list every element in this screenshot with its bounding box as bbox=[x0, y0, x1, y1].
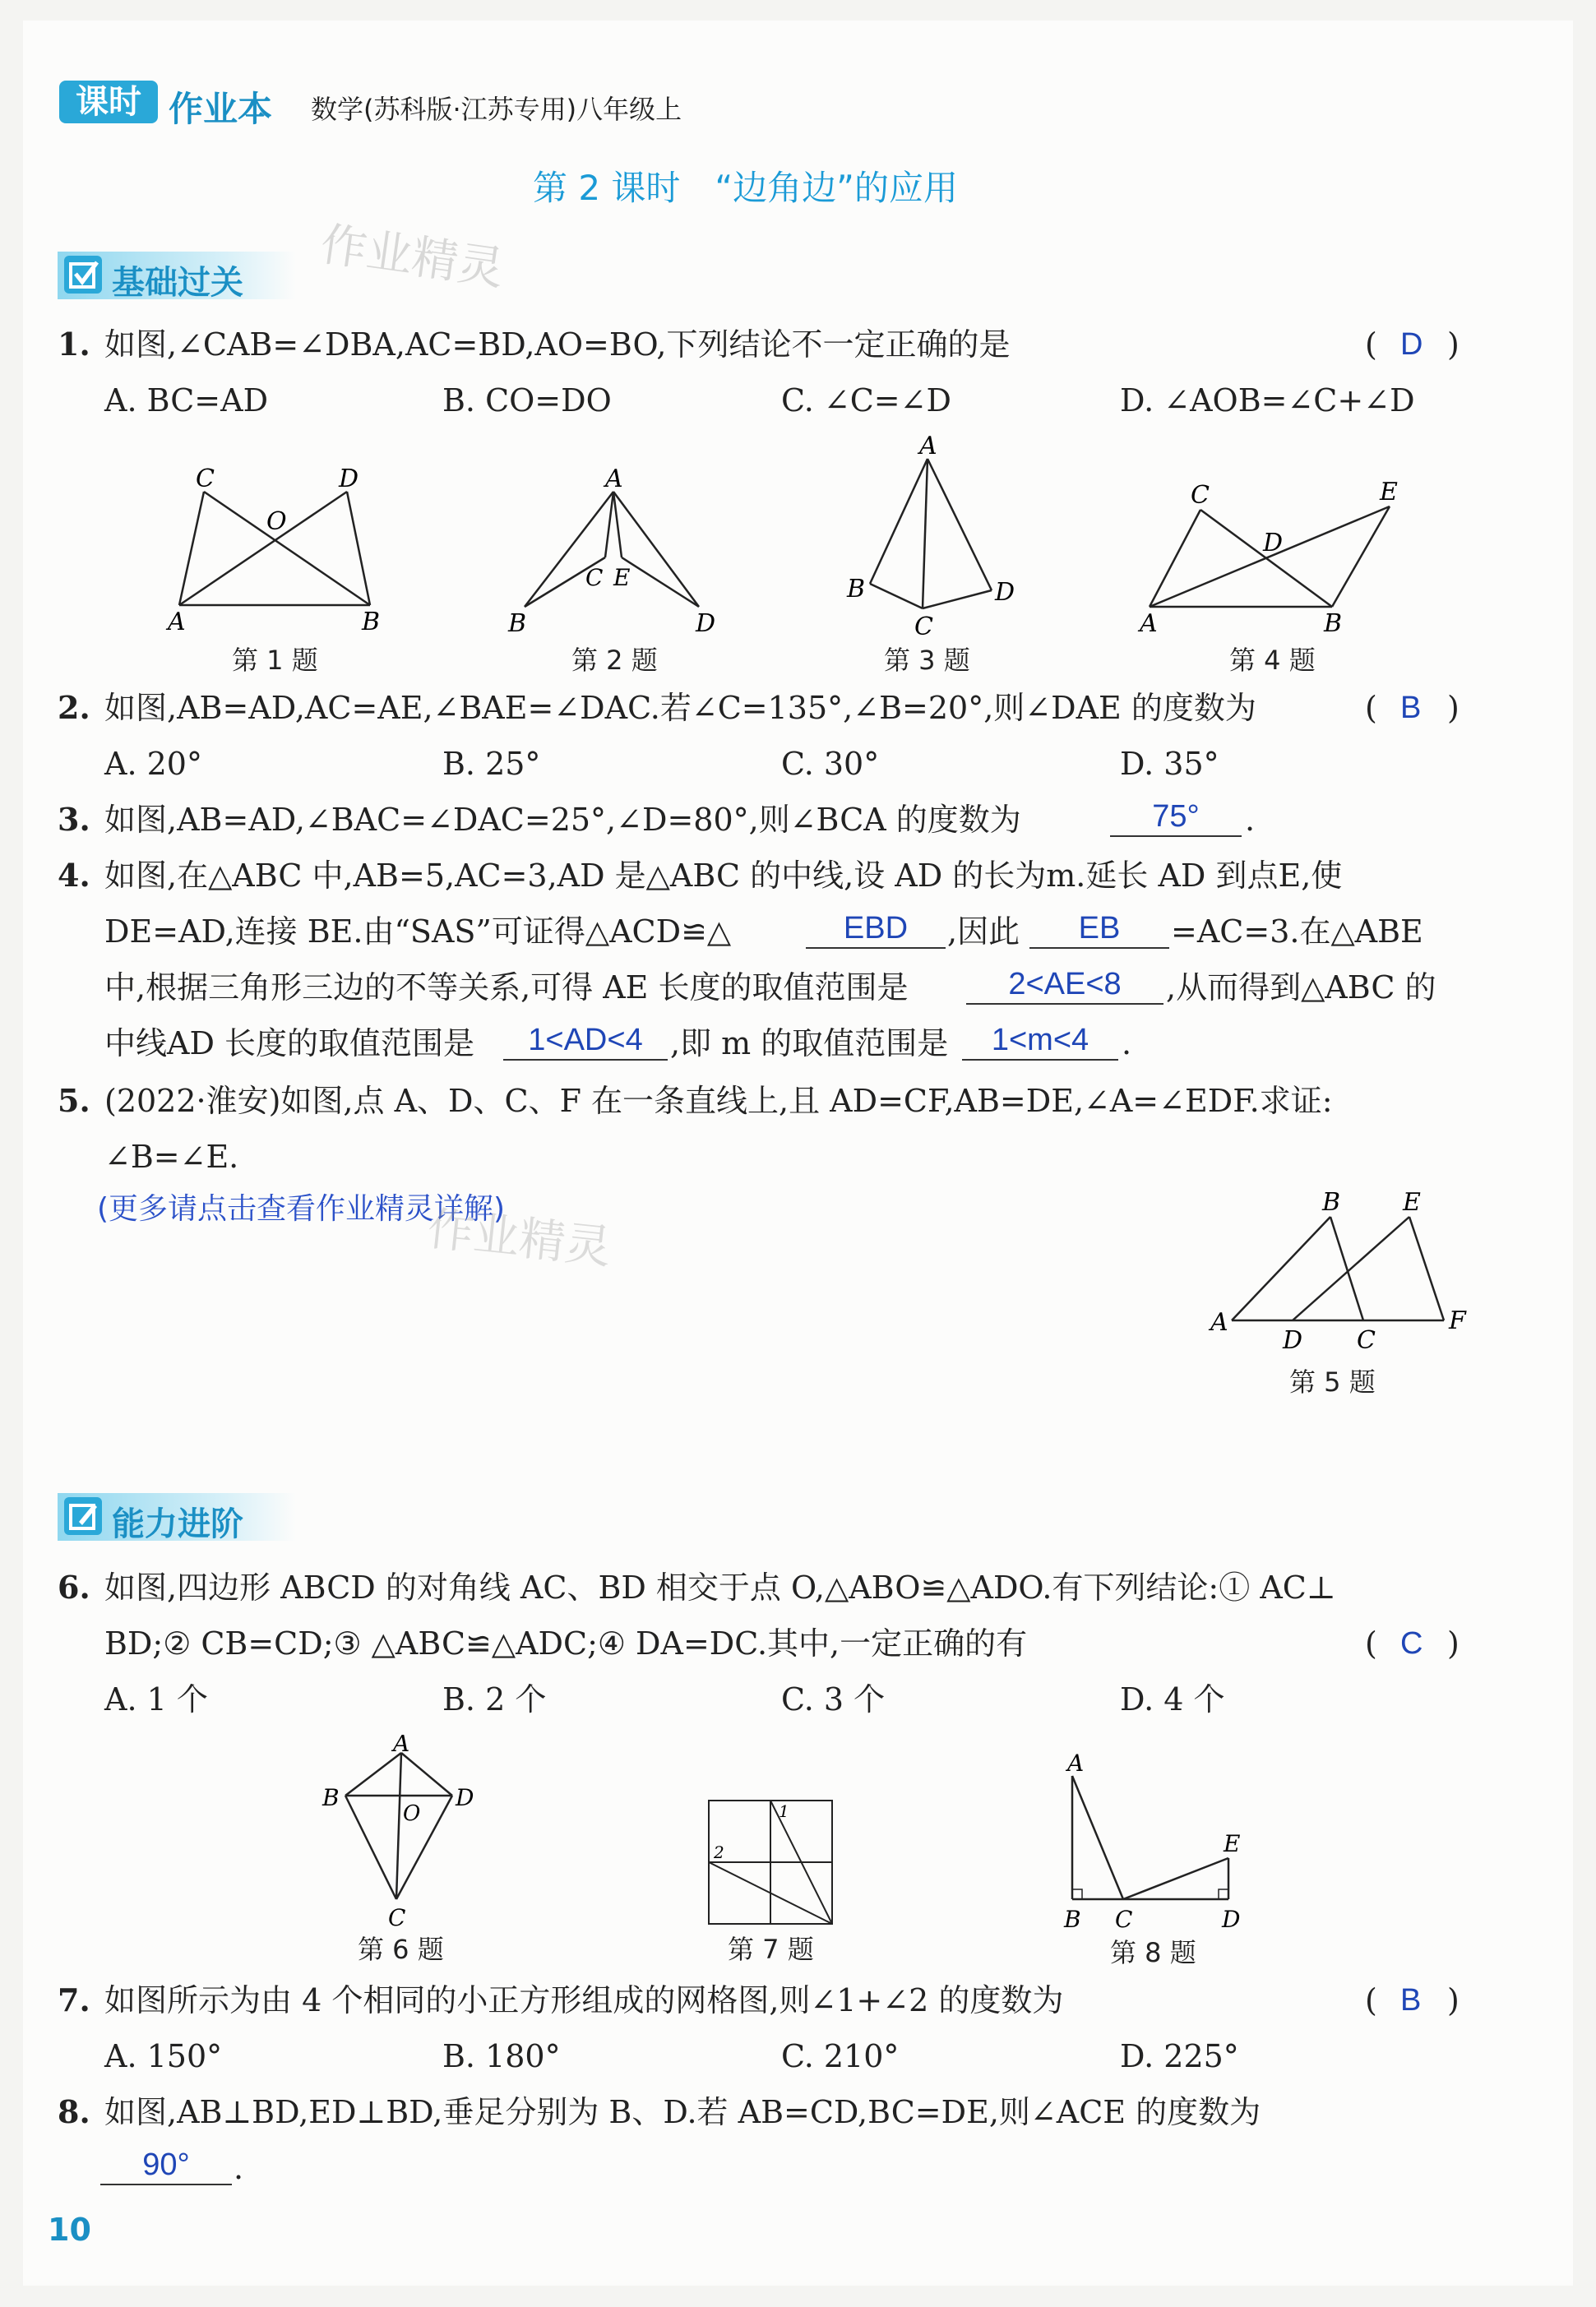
q3-number: 3. bbox=[58, 801, 90, 838]
pencil-icon bbox=[64, 1497, 102, 1535]
q1-option-a: A. BC=AD bbox=[104, 382, 269, 418]
figure-4 bbox=[1135, 460, 1414, 641]
q6-paren-open: ( bbox=[1365, 1625, 1377, 1662]
q8-answer: 90° bbox=[142, 2147, 190, 2182]
q7-paren-close: ) bbox=[1447, 1982, 1460, 2018]
figure-7-caption: 第 7 题 bbox=[728, 1934, 814, 1965]
svg-text:B: B bbox=[1064, 1906, 1081, 1932]
figure-8-caption: 第 8 题 bbox=[1110, 1937, 1196, 1968]
q2-option-a: A. 20° bbox=[104, 746, 202, 782]
svg-text:A: A bbox=[919, 436, 937, 460]
section-basic-badge bbox=[58, 252, 296, 302]
q3-answer-blank bbox=[1110, 799, 1242, 837]
q4-number: 4. bbox=[58, 857, 90, 894]
svg-text:C: C bbox=[388, 1904, 406, 1931]
section-basic-label: 基础过关 bbox=[112, 264, 243, 302]
q8-period: . bbox=[234, 2150, 244, 2186]
svg-text:A: A bbox=[168, 608, 186, 636]
q4-blank-1 bbox=[806, 911, 946, 949]
svg-text:C: C bbox=[196, 465, 215, 493]
figure-8 bbox=[1061, 1751, 1266, 1932]
q1-answer: D bbox=[1400, 327, 1423, 362]
q2-number: 2. bbox=[58, 689, 90, 726]
svg-text:B: B bbox=[322, 1784, 340, 1811]
figure-5 bbox=[1200, 1184, 1472, 1365]
q2-text: 如图,AB=AD,AC=AE,∠BAE=∠DAC.若∠C=135°,∠B=20°,则∠DAE 的度数为 bbox=[104, 690, 1256, 726]
q1-option-d: D. ∠AOB=∠C+∠D bbox=[1120, 382, 1415, 418]
q4-line4b: ,即 m 的取值范围是 bbox=[670, 1025, 949, 1061]
svg-text:B: B bbox=[362, 608, 381, 636]
q1-text: 如图,∠CAB=∠DBA,AC=BD,AO=BO,下列结论不一定正确的是 bbox=[104, 326, 1011, 363]
svg-text:C: C bbox=[1191, 481, 1210, 510]
q1-number: 1. bbox=[58, 326, 90, 363]
figure-1-caption: 第 1 题 bbox=[232, 645, 318, 676]
svg-text:B: B bbox=[1324, 609, 1343, 638]
q6-paren-close: ) bbox=[1447, 1625, 1460, 1662]
svg-text:D: D bbox=[696, 609, 716, 638]
q4-answer-2: EB bbox=[1078, 911, 1121, 945]
svg-text:E: E bbox=[1380, 478, 1398, 506]
q2-option-b: B. 25° bbox=[442, 746, 541, 782]
q3-period: . bbox=[1245, 802, 1256, 838]
section-advanced-label: 能力进阶 bbox=[112, 1505, 243, 1543]
q4-line1: 如图,在△ABC 中,AB=5,AC=3,AD 是△ABC 的中线,设 AD 的长为m.延长 AD 到点E,使 bbox=[104, 858, 1343, 894]
svg-text:D: D bbox=[1263, 529, 1284, 557]
q6-option-b: B. 2 个 bbox=[442, 1681, 547, 1718]
q6-option-a: A. 1 个 bbox=[104, 1681, 208, 1718]
book-title: 数学(苏科版·江苏专用)八年级上 bbox=[311, 94, 682, 125]
svg-text:D: D bbox=[995, 578, 1015, 607]
svg-text:C: C bbox=[1115, 1906, 1133, 1932]
q2-paren-open: ( bbox=[1365, 690, 1377, 726]
svg-text:A: A bbox=[1140, 609, 1158, 638]
q7-text: 如图所示为由 4 个相同的小正方形组成的网格图,则∠1+∠2 的度数为 bbox=[104, 1982, 1064, 2018]
figure-6-caption: 第 6 题 bbox=[358, 1934, 444, 1965]
svg-text:B: B bbox=[847, 575, 866, 603]
q4-line4a: 中线AD 长度的取值范围是 bbox=[104, 1025, 474, 1061]
q4-blank-4 bbox=[503, 1023, 668, 1061]
q8-text: 如图,AB⊥BD,ED⊥BD,垂足分别为 B、D.若 AB=CD,BC=DE,则∠ACE 的度数为 bbox=[104, 2094, 1261, 2130]
svg-text:C: C bbox=[585, 564, 604, 591]
figure-3-caption: 第 3 题 bbox=[884, 645, 970, 676]
q4-blank-5 bbox=[962, 1023, 1118, 1061]
figure-5-caption: 第 5 题 bbox=[1289, 1366, 1376, 1398]
q6-line2: BD;② CB=CD;③ △ABC≌△ADC;④ DA=DC.其中,一定正确的有 bbox=[104, 1625, 1028, 1662]
svg-text:A: A bbox=[1210, 1308, 1228, 1337]
q6-line1: 如图,四边形 ABCD 的对角线 AC、BD 相交于点 O,△ABO≌△ADO.有下列结论:① AC⊥ bbox=[104, 1570, 1336, 1606]
figure-4-caption: 第 4 题 bbox=[1229, 645, 1316, 676]
section-advanced-badge bbox=[58, 1493, 296, 1541]
q4-answer-5: 1<m<4 bbox=[991, 1023, 1089, 1057]
svg-text:A: A bbox=[605, 465, 623, 493]
q1-paren-close: ) bbox=[1447, 326, 1460, 363]
svg-text:2: 2 bbox=[714, 1842, 724, 1862]
page-number: 10 bbox=[48, 2212, 91, 2248]
q4-blank-2 bbox=[1029, 911, 1169, 949]
lesson-title: 第 2 课时 “边角边”的应用 bbox=[533, 168, 958, 208]
figure-2-caption: 第 2 题 bbox=[571, 645, 658, 676]
figure-6 bbox=[312, 1735, 493, 1932]
svg-text:B: B bbox=[508, 609, 527, 638]
q8-number: 8. bbox=[58, 2093, 90, 2130]
q4-line2b: ,因此 bbox=[947, 913, 1020, 950]
svg-text:O: O bbox=[266, 507, 287, 536]
q3-text: 如图,AB=AD,∠BAC=∠DAC=25°,∠D=80°,则∠BCA 的度数为 bbox=[104, 802, 1021, 838]
q1-paren-open: ( bbox=[1365, 326, 1377, 363]
figure-2 bbox=[493, 460, 724, 641]
figure-1 bbox=[156, 460, 395, 641]
svg-text:A: A bbox=[1067, 1751, 1085, 1777]
q2-option-c: C. 30° bbox=[781, 746, 880, 782]
svg-text:1: 1 bbox=[779, 1801, 789, 1821]
q3-answer: 75° bbox=[1152, 799, 1200, 834]
svg-text:D: D bbox=[1222, 1906, 1241, 1932]
q1-option-c: C. ∠C=∠D bbox=[781, 382, 951, 418]
q4-line2a: DE=AD,连接 BE.由“SAS”可证得△ACD≌△ bbox=[104, 913, 732, 950]
watermark-2: 作业精灵 bbox=[424, 1202, 614, 1275]
q7-paren-open: ( bbox=[1365, 1982, 1377, 2018]
q7-option-c: C. 210° bbox=[781, 2038, 900, 2074]
svg-text:B: B bbox=[1322, 1188, 1341, 1217]
q2-option-d: D. 35° bbox=[1120, 746, 1219, 782]
logo-suffix: 作业本 bbox=[169, 89, 273, 129]
svg-text:D: D bbox=[339, 465, 359, 493]
svg-text:E: E bbox=[613, 564, 631, 591]
q5-detail-link[interactable]: (更多请点击查看作业精灵详解) bbox=[97, 1192, 506, 1226]
q7-option-a: A. 150° bbox=[104, 2038, 223, 2074]
q2-answer: B bbox=[1400, 691, 1422, 725]
svg-text:E: E bbox=[1224, 1830, 1241, 1857]
svg-text:C: C bbox=[914, 613, 933, 641]
q4-line3a: 中,根据三角形三边的不等关系,可得 AE 长度的取值范围是 bbox=[104, 969, 909, 1006]
q5-line2: ∠B=∠E. bbox=[104, 1139, 239, 1175]
q1-option-b: B. CO=DO bbox=[442, 382, 612, 418]
figure-7 bbox=[699, 1792, 847, 1932]
svg-text:F: F bbox=[1449, 1306, 1466, 1335]
q7-option-b: B. 180° bbox=[442, 2038, 561, 2074]
q6-option-d: D. 4 个 bbox=[1120, 1681, 1225, 1718]
logo: 课时 bbox=[59, 81, 158, 123]
q4-answer-4: 1<AD<4 bbox=[528, 1023, 643, 1057]
svg-text:A: A bbox=[393, 1735, 410, 1757]
q5-number: 5. bbox=[58, 1082, 90, 1119]
q2-paren-close: ) bbox=[1447, 690, 1460, 726]
svg-text:O: O bbox=[403, 1801, 421, 1826]
q8-answer-blank bbox=[100, 2147, 232, 2185]
svg-text:E: E bbox=[1403, 1188, 1421, 1217]
q4-answer-3: 2<AE<8 bbox=[1008, 967, 1122, 1001]
q4-line3b: ,从而得到△ABC 的 bbox=[1166, 969, 1436, 1006]
watermark: 作业精灵 bbox=[317, 217, 507, 297]
q4-answer-1: EBD bbox=[843, 911, 909, 945]
svg-text:C: C bbox=[1357, 1326, 1376, 1355]
q4-blank-3 bbox=[966, 967, 1163, 1005]
checkbox-icon bbox=[64, 256, 102, 294]
svg-text:D: D bbox=[456, 1784, 474, 1811]
q7-number: 7. bbox=[58, 1981, 90, 2018]
svg-text:D: D bbox=[1283, 1326, 1303, 1355]
q6-number: 6. bbox=[58, 1569, 90, 1606]
figure-3 bbox=[830, 436, 1028, 641]
q6-option-c: C. 3 个 bbox=[781, 1681, 886, 1718]
q5-line1: (2022·淮安)如图,点 A、D、C、F 在一条直线上,且 AD=CF,AB=DE,∠A=∠EDF.求证: bbox=[104, 1083, 1333, 1119]
q7-answer: B bbox=[1400, 1983, 1422, 2018]
q4-period: . bbox=[1122, 1025, 1132, 1061]
q6-answer: C bbox=[1400, 1626, 1423, 1661]
q7-option-d: D. 225° bbox=[1120, 2038, 1239, 2074]
q4-line2c: =AC=3.在△ABE bbox=[1171, 913, 1423, 950]
